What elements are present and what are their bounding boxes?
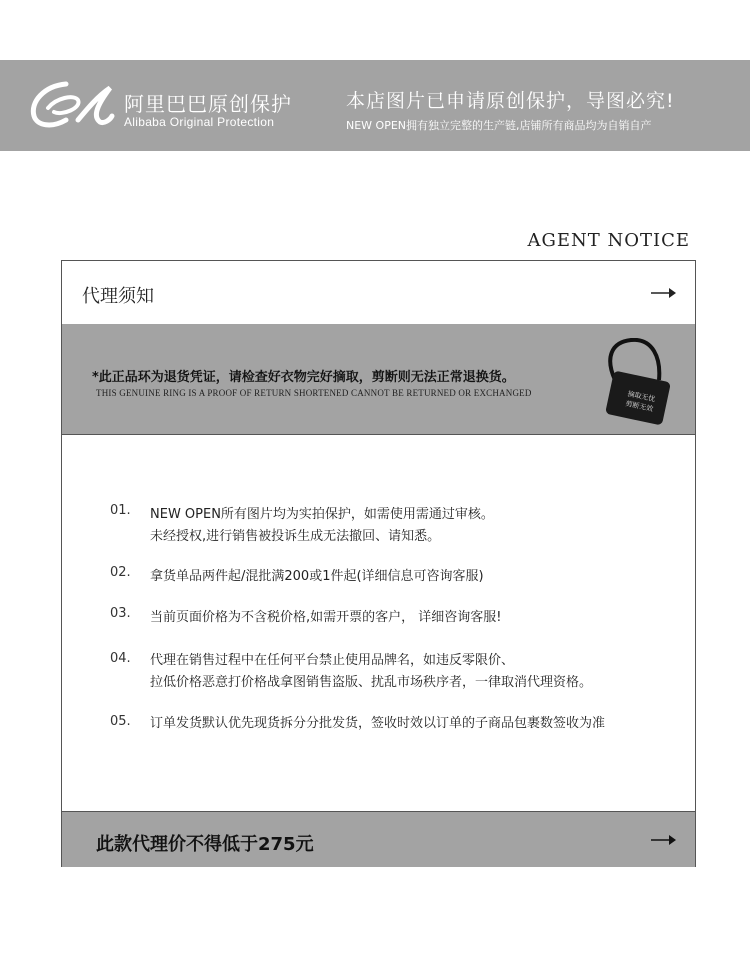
section-label: AGENT NOTICE [527,230,690,251]
item-number: 02. [110,565,131,580]
item-text: 当前页面价格为不含税价格,如需开票的客户， 详细咨询客服! [150,610,502,625]
brand-name-cn: 阿里巴巴原创保护 [124,92,292,116]
item-text: 拿货单品两件起/混批满200或1件起(详细信息可咨询客服) [150,569,484,584]
ring-notice-cn: *此正品环为退货凭证，请检查好衣物完好摘取，剪断则无法正常退换货。 [92,370,515,385]
arrow-right-icon [651,287,677,299]
alibaba-logo-icon [26,78,116,134]
item-text: NEW OPEN所有图片均为实拍保护，如需使用需通过审核。 [150,507,494,522]
item-number: 04. [110,651,131,666]
minimum-price-band [62,811,695,867]
card-header [62,261,695,325]
copyright-subtitle: NEW OPEN拥有独立完整的生产链,店铺所有商品均为自销自产 [346,119,652,132]
brand-name-en: Alibaba Original Protection [124,115,275,129]
minimum-price-text: 此款代理价不得低于275元 [96,834,314,855]
return-ring-notice [62,324,695,435]
copyright-claim: 本店图片已申请原创保护，导图必究! [346,90,675,112]
item-text: 未经授权,进行销售被投诉生成无法撤回、请知悉。 [150,529,441,544]
item-number: 05. [110,714,131,729]
item-text: 订单发货默认优先现货拆分分批发货，签收时效以订单的子商品包裹数签收为准 [150,716,606,731]
card-title: 代理须知 [82,286,154,307]
lock-label-2: 剪断无效 [624,399,654,414]
item-text: 代理在销售过程中在任何平台禁止使用品牌名，如违反零限价、 [150,653,515,668]
arrow-right-icon [651,834,677,846]
agent-notice-card [61,260,696,867]
ring-notice-en: THIS GENUINE RING IS A PROOF OF RETURN SHORTENED CANNOT BE RETURNED OR EXCHANGED [96,388,532,398]
lock-label-1: 摘取无忧 [626,389,656,404]
security-tag-icon [597,338,677,428]
alibaba-protection-banner [0,60,750,151]
item-text: 拉低价格恶意打价格战拿图销售盗版、扰乱市场秩序者，一律取消代理资格。 [150,675,593,690]
item-number: 03. [110,606,131,621]
item-number: 01. [110,503,131,518]
